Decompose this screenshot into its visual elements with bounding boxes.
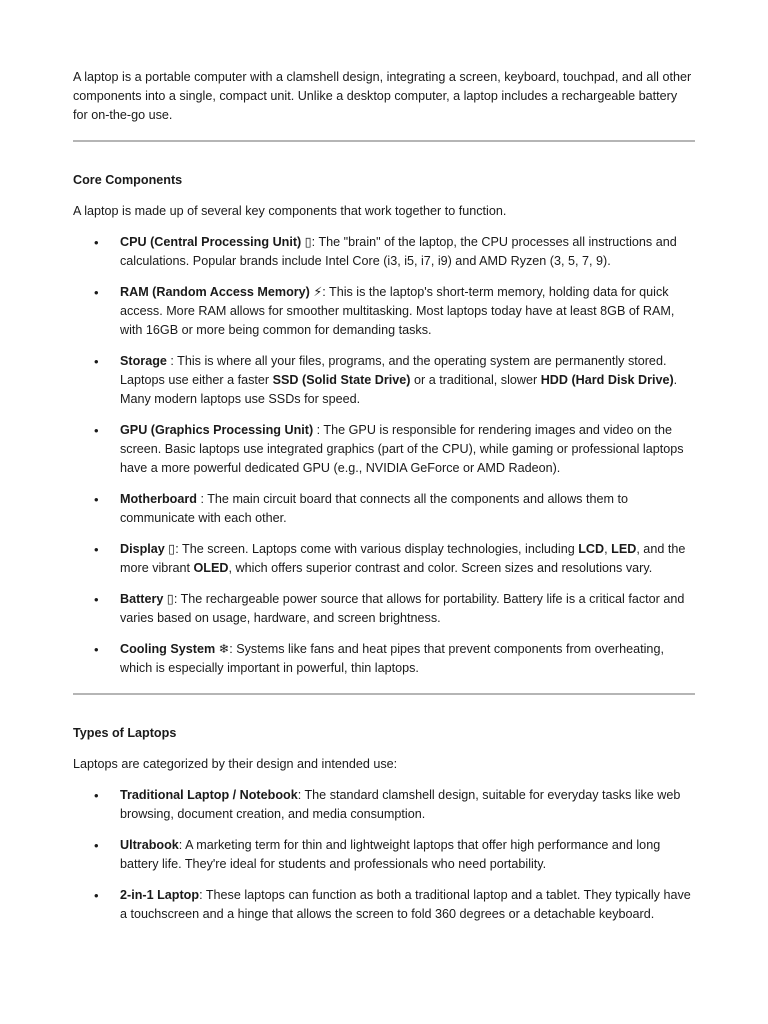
- lightning-icon: ⚡: [313, 285, 323, 299]
- list-item-traditional: • Traditional Laptop / Notebook: The standard clamshell design, suitable for everyday tasks like web browsing, document creation, and media consumption.: [73, 786, 695, 824]
- types-of-laptops-heading: Types of Laptops: [73, 726, 177, 740]
- types-of-laptops-list: [73, 786, 695, 924]
- divider: [73, 693, 695, 695]
- intro-paragraph: A laptop is a portable computer with a clamshell design, integrating a screen, keyboard, touchpad, and all other components into a single, compact unit. Unlike a desktop computer, a laptop includes a rechargeable battery for on-the-go use.: [73, 70, 692, 122]
- core-components-heading: Core Components: [73, 173, 183, 187]
- list-item-motherboard: • Motherboard : The main circuit board that connects all the components and allows them to communicate with each other.: [73, 490, 695, 528]
- term-ram: RAM (Random Access Memory): [120, 285, 314, 299]
- term-2in1: 2-in-1 Laptop: [120, 888, 200, 902]
- core-components-lead: A laptop is made up of several key components that work together to function.: [73, 204, 507, 218]
- term-display: Display ▯: [120, 542, 176, 556]
- divider: [73, 140, 695, 142]
- types-of-laptops-lead: Laptops are categorized by their design and intended use:: [73, 757, 398, 771]
- term-battery: Battery ▯: [120, 592, 174, 606]
- list-item-cooling: • Cooling System ❄: Systems like fans and heat pipes that prevent components from overheating, which is especially important in powerful, thin laptops.: [73, 640, 695, 678]
- list-item-cpu: • CPU (Central Processing Unit) ▯: The "brain" of the laptop, the CPU processes all instructions and calculations. Popular brands include Intel Core (i3, i5, i7, i9) and AMD Ryzen (3, 5, 7, 9).: [73, 233, 695, 271]
- list-item-display: • Display ▯: The screen. Laptops come with various display technologies, including LCD, LED, and the more vibrant OLED, which offers superior contrast and color. Screen sizes and resolutions vary.: [73, 540, 695, 578]
- core-components-list: [73, 233, 695, 678]
- list-item-gpu: • GPU (Graphics Processing Unit) : The GPU is responsible for rendering images and video on the screen. Basic laptops use integrated graphics (part of the CPU), while gaming or professional laptops have a more powerful dedicated GPU (e.g., NVIDIA GeForce or AMD Radeon).: [73, 421, 695, 478]
- term-ultrabook: Ultrabook: [120, 838, 179, 852]
- term-storage: Storage: [120, 354, 167, 368]
- term-motherboard: Motherboard: [120, 492, 197, 506]
- term-cooling: Cooling System ❄: [120, 642, 230, 656]
- term-traditional: Traditional Laptop / Notebook: [120, 788, 298, 802]
- list-item-2in1: • 2-in-1 Laptop: These laptops can function as both a traditional laptop and a tablet. They typically have a touchscreen and a hinge that allows the screen to fold 360 degrees or a detachable keyboard.: [73, 886, 695, 924]
- term-gpu: GPU (Graphics Processing Unit): [120, 423, 314, 437]
- list-item-ultrabook: • Ultrabook: A marketing term for thin and lightweight laptops that offer high performance and long battery life. They're ideal for students and professionals who need portability.: [73, 836, 695, 874]
- list-item-storage: • Storage : This is where all your files, programs, and the operating system are permanently stored. Laptops use either a faster SSD (Solid State Drive) or a traditional, slower HDD (Hard Disk Drive). Many modern laptops use SSDs for speed.: [73, 352, 695, 409]
- term-cpu: CPU (Central Processing Unit) ▯: [120, 235, 312, 249]
- document: [73, 60, 695, 924]
- list-item-ram: • RAM (Random Access Memory) ⚡: This is the laptop's short-term memory, holding data for quick access. More RAM allows for smoother multitasking. Most laptops today have at least 8GB of RAM, with 16GB or more being common for demanding tasks.: [73, 283, 695, 340]
- list-item-battery: • Battery ▯: The rechargeable power source that allows for portability. Battery life is a critical factor and varies based on usage, hardware, and screen brightness.: [73, 590, 695, 628]
